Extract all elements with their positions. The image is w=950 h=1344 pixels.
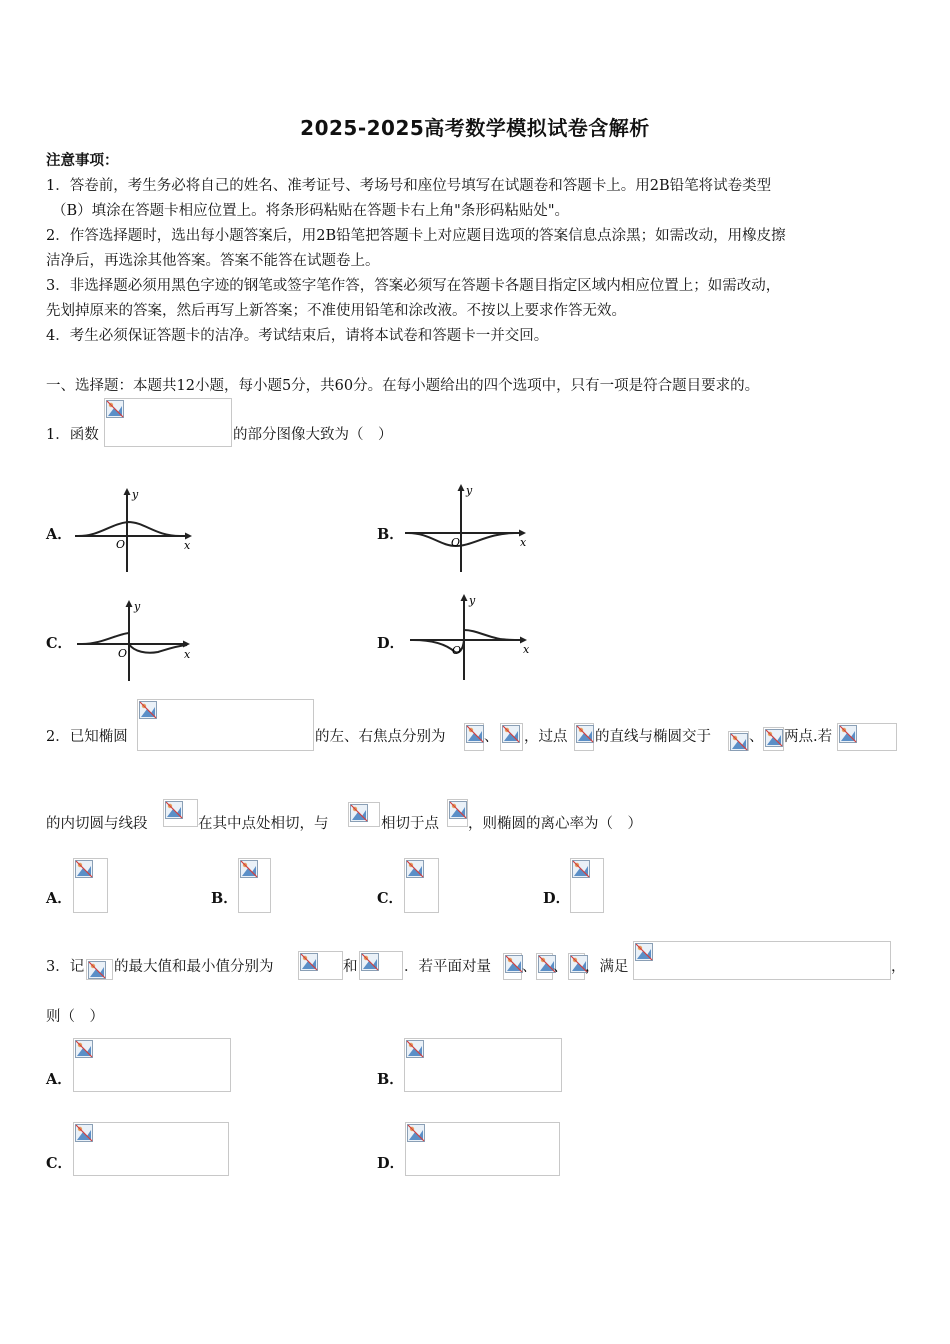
- notice-line: 洁净后，再选涂其他答案。答案不能答在试题卷上。: [46, 253, 380, 269]
- axis-label-y: y: [132, 488, 139, 501]
- q1-option-b[interactable]: B．: [377, 526, 404, 543]
- q3-option-c[interactable]: C．: [46, 1155, 73, 1172]
- q3-text: 的最大值和最小值分别为: [114, 959, 274, 975]
- formula-image: [86, 959, 113, 980]
- formula-image: [238, 858, 271, 913]
- q3-text: ，满足: [585, 959, 629, 975]
- formula-image: [536, 953, 553, 980]
- q3-text: 3．记: [46, 959, 85, 975]
- q3-text: ．若平面对量: [404, 959, 491, 975]
- formula-image: [633, 941, 891, 980]
- graph-option-d: [405, 590, 535, 682]
- axis-label-x: x: [520, 536, 527, 549]
- broken-image-icon: [466, 725, 484, 743]
- q2-text: 、: [484, 729, 499, 745]
- q3-option-b[interactable]: B．: [377, 1071, 404, 1088]
- broken-image-icon: [505, 955, 523, 973]
- notice-line: 4．考生必须保证答题卡的洁净。考试结束后，请将本试卷和答题卡一并交回。: [46, 328, 549, 344]
- broken-image-icon: [361, 953, 379, 971]
- formula-image: [568, 953, 585, 980]
- formula-image: [405, 1122, 560, 1176]
- formula-image: [163, 799, 198, 827]
- formula-image: [137, 699, 314, 751]
- page-title: 2025-2025高考数学模拟试卷含解析: [300, 116, 650, 140]
- q3-option-d[interactable]: D．: [377, 1155, 405, 1172]
- q3-option-a[interactable]: A．: [46, 1071, 72, 1088]
- formula-image: [503, 953, 522, 980]
- broken-image-icon: [730, 733, 748, 751]
- broken-image-icon: [406, 1040, 424, 1058]
- q3-text: 和: [343, 959, 358, 975]
- graph-option-b: [400, 480, 535, 575]
- formula-image: [104, 398, 232, 447]
- q2-text: 的内切圆与线段: [46, 816, 148, 832]
- formula-image: [404, 1038, 562, 1092]
- formula-image: [73, 1038, 231, 1092]
- q3-text: 、: [522, 959, 537, 975]
- broken-image-icon: [106, 400, 124, 418]
- q1-option-a[interactable]: A．: [46, 526, 72, 543]
- formula-image: [359, 951, 403, 980]
- q2-text: ，过点: [524, 729, 568, 745]
- broken-image-icon: [75, 1040, 93, 1058]
- origin-label: O: [451, 536, 461, 549]
- origin-label: O: [118, 647, 128, 660]
- notice-line: 3．非选择题必须用黑色字迹的钢笔或签字笔作答，答案必须写在答题卡各题目指定区域内相应位置上；如需改动，: [46, 278, 781, 294]
- q2-option-c[interactable]: C．: [377, 890, 404, 907]
- formula-image: [464, 723, 484, 751]
- broken-image-icon: [449, 801, 467, 819]
- q2-text: 相切于点: [381, 816, 439, 832]
- formula-image: [447, 799, 468, 827]
- broken-image-icon: [839, 725, 857, 743]
- broken-image-icon: [350, 804, 368, 822]
- formula-image: [298, 951, 343, 980]
- q2-text: 2．已知椭圆: [46, 729, 128, 745]
- graph-option-a: [70, 484, 200, 576]
- q2-text: 在其中点处相切，与: [198, 816, 329, 832]
- formula-image: [570, 858, 604, 913]
- broken-image-icon: [406, 860, 424, 878]
- q3-text: ，: [891, 959, 906, 975]
- q1-suffix: 的部分图像大致为（ ）: [233, 427, 393, 443]
- broken-image-icon: [572, 860, 590, 878]
- formula-image: [404, 858, 439, 913]
- axis-label-y: y: [134, 600, 141, 613]
- notice-line: 1．答卷前，考生务必将自己的姓名、准考证号、考场号和座位号填写在试题卷和答题卡上。用2B铅笔将试卷类型: [46, 178, 772, 194]
- formula-image: [73, 1122, 229, 1176]
- formula-image: [500, 723, 523, 751]
- formula-image: [348, 802, 380, 827]
- q2-text: 、: [749, 729, 764, 745]
- origin-label: O: [452, 644, 462, 657]
- notice-heading: 注意事项：: [46, 152, 119, 169]
- broken-image-icon: [635, 943, 653, 961]
- q2-text: ，则椭圆的离心率为（ ）: [468, 816, 642, 832]
- notice-line: 2．作答选择题时，选出每小题答案后，用2B铅笔把答题卡上对应题目选项的答案信息点涂黑；如需改动，用橡皮擦: [46, 228, 786, 244]
- q3-text: 则（ ）: [46, 1009, 104, 1025]
- broken-image-icon: [88, 961, 106, 979]
- q3-text: 、: [553, 959, 568, 975]
- notice-line: （B）填涂在答题卡相应位置上。将条形码粘贴在答题卡右上角"条形码粘贴处"。: [52, 203, 569, 219]
- formula-image: [73, 858, 108, 913]
- formula-image: [837, 723, 897, 751]
- axis-label-y: y: [469, 594, 476, 607]
- q2-text: 的直线与椭圆交于: [595, 729, 711, 745]
- q1-option-d[interactable]: D．: [377, 635, 405, 652]
- broken-image-icon: [765, 729, 783, 747]
- q2-option-b[interactable]: B．: [211, 890, 238, 907]
- broken-image-icon: [75, 860, 93, 878]
- broken-image-icon: [75, 1124, 93, 1142]
- broken-image-icon: [139, 701, 157, 719]
- section-heading: 一、选择题：本题共12小题，每小题5分，共60分。在每小题给出的四个选项中，只有一项是符合题目要求的。: [46, 378, 760, 394]
- q2-option-a[interactable]: A．: [46, 890, 72, 907]
- graph-option-c: [72, 596, 202, 684]
- q2-text: 的左、右焦点分别为: [315, 729, 446, 745]
- axis-label-y: y: [466, 484, 473, 497]
- broken-image-icon: [407, 1124, 425, 1142]
- q1-prefix: 1．函数: [46, 427, 99, 443]
- axis-label-x: x: [184, 539, 191, 552]
- q1-option-c[interactable]: C．: [46, 635, 73, 652]
- q2-text: 两点.若: [784, 729, 833, 745]
- axis-label-x: x: [184, 648, 191, 661]
- formula-image: [728, 731, 749, 751]
- broken-image-icon: [240, 860, 258, 878]
- notice-line: 先划掉原来的答案，然后再写上新答案；不准使用铅笔和涂改液。不按以上要求作答无效。: [46, 303, 626, 319]
- q2-option-d[interactable]: D．: [543, 890, 571, 907]
- axis-label-x: x: [523, 643, 530, 656]
- broken-image-icon: [165, 801, 183, 819]
- formula-image: [574, 723, 594, 751]
- formula-image: [763, 727, 784, 751]
- broken-image-icon: [576, 725, 594, 743]
- origin-label: O: [116, 538, 126, 551]
- broken-image-icon: [502, 725, 520, 743]
- broken-image-icon: [300, 953, 318, 971]
